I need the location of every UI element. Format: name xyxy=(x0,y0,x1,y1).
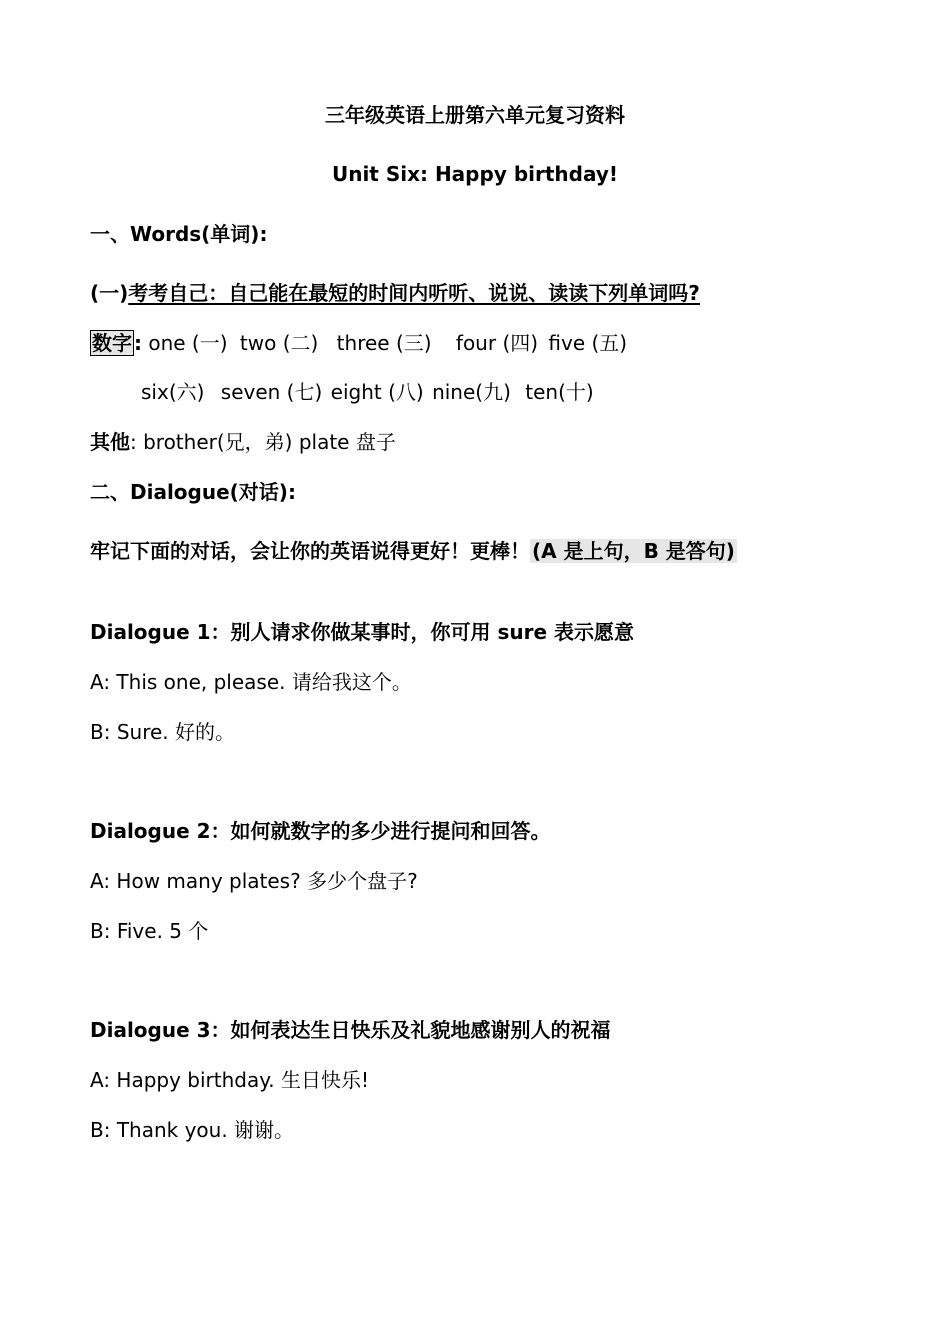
numbers-row-1 xyxy=(90,329,627,357)
dialogue-intro-text: 牢记下面的对话，会让你的英语说得更好！更棒！ xyxy=(90,539,530,563)
others-text: : brother(兄，弟) plate 盘子 xyxy=(130,430,396,454)
self-test-instruction xyxy=(90,279,700,307)
word-item: six(六) xyxy=(141,380,205,404)
word-item: two (二) xyxy=(239,331,319,355)
dialogue-intro-note: (A 是上句，B 是答句) xyxy=(532,539,735,563)
word-item: four (四) xyxy=(455,331,539,355)
word-item: seven (七) xyxy=(220,380,323,404)
word-item: three (三) xyxy=(336,331,432,355)
others-label: 其他 xyxy=(90,430,130,454)
dialogue-3-line-a: A: Happy birthday. 生日快乐! xyxy=(90,1068,369,1092)
dialogue-3-line-b: B: Thank you. 谢谢。 xyxy=(90,1118,295,1142)
dialogue-1-line-b: B: Sure. 好的。 xyxy=(90,720,235,744)
self-test-text: 考考自己：自己能在最短的时间内听听、说说、读读下列单词吗? xyxy=(128,281,700,305)
word-item: one (一) xyxy=(148,331,228,355)
numbers-colon: : xyxy=(134,331,142,355)
dialogue-1-line-a: A: This one, please. 请给我这个。 xyxy=(90,670,412,694)
word-item: eight (八) xyxy=(330,380,424,404)
dialogue-2-heading: Dialogue 2：如何就数字的多少进行提问和回答。 xyxy=(90,819,551,843)
dialogue-3-heading: Dialogue 3：如何表达生日快乐及礼貌地感谢别人的祝福 xyxy=(90,1018,611,1042)
dialogue-2-line-a: A: How many plates? 多少个盘子? xyxy=(90,869,418,893)
page-title: 三年级英语上册第六单元复习资料 xyxy=(325,103,625,127)
word-item: ten(十) xyxy=(525,380,594,404)
dialogue-1-heading: Dialogue 1：别人请求你做某事时，你可用 sure 表示愿意 xyxy=(90,620,635,644)
page-subtitle: Unit Six: Happy birthday! xyxy=(331,162,619,186)
section-dialogue-heading: 二、Dialogue(对话): xyxy=(90,480,296,504)
numbers-label: 数字 xyxy=(92,331,132,355)
dialogue-2-line-b: B: Five. 5 个 xyxy=(90,919,209,943)
dialogue-intro xyxy=(90,537,737,565)
self-test-prefix: (一) xyxy=(90,281,129,305)
section-words-heading: 一、Words(单词): xyxy=(90,222,268,246)
word-item: nine(九) xyxy=(432,380,511,404)
numbers-row-2 xyxy=(141,378,594,406)
others-row xyxy=(90,428,396,456)
word-item: five (五) xyxy=(548,331,628,355)
